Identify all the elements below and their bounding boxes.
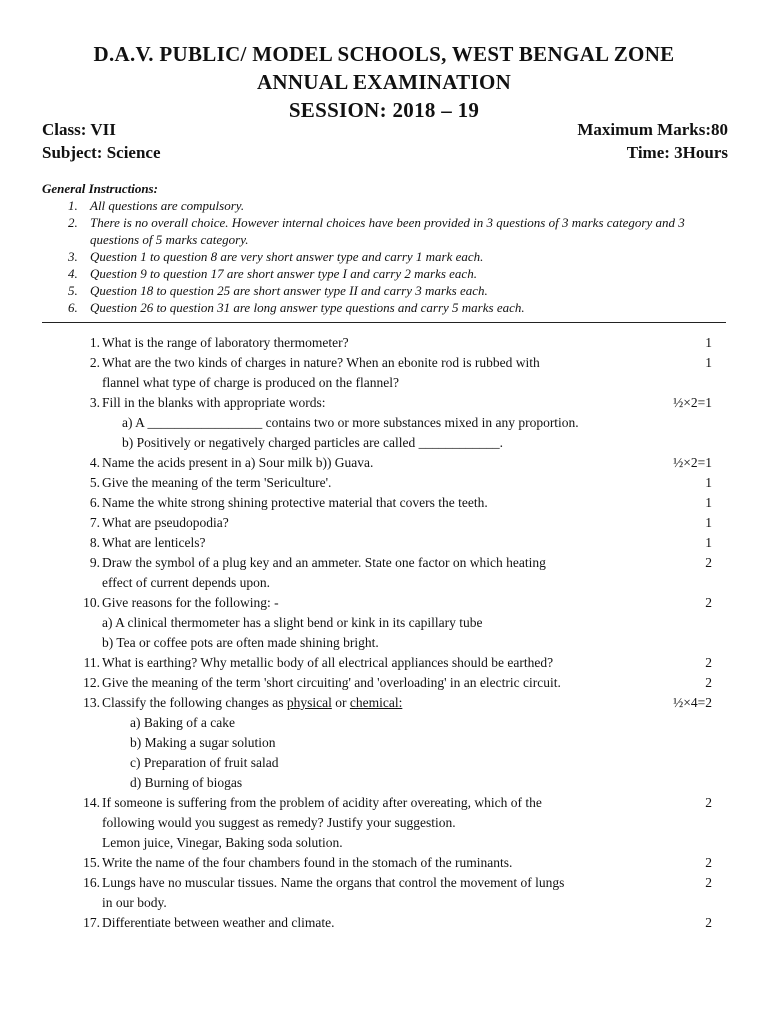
question-number: 12.	[83, 675, 100, 690]
question-7	[42, 513, 726, 533]
question-14	[42, 793, 726, 853]
session-title: SESSION: 2018 – 19	[288, 98, 480, 122]
question-text: Lungs have no muscular tissues. Name the organs that control the movement of lungs	[102, 875, 565, 890]
question-text-cont: effect of current depends upon.	[102, 575, 271, 590]
question-text: Classify the following changes as physical or chemical:	[102, 695, 403, 710]
question-number: 11.	[83, 655, 100, 670]
question-text: Give reasons for the following: -	[102, 595, 279, 610]
question-16	[42, 873, 726, 913]
question-marks: 1	[705, 515, 712, 530]
instructions-title: General Instructions:	[42, 181, 158, 196]
question-marks: 2	[705, 915, 712, 930]
question-marks: 1	[705, 355, 712, 370]
question-number: 16.	[83, 875, 100, 890]
exam-title: ANNUAL EXAMINATION	[256, 70, 512, 94]
underlined-chemical: chemical:	[349, 695, 403, 710]
general-instructions	[42, 180, 722, 316]
question-part-b: b) Positively or negatively charged particles are called ____________.	[122, 435, 504, 450]
school-name: D.A.V. PUBLIC/ MODEL SCHOOLS, WEST BENGAL ZONE	[93, 42, 675, 66]
question-text: If someone is suffering from the problem of acidity after overeating, which of the	[102, 795, 542, 810]
question-11	[42, 653, 726, 673]
question-text-cont: in our body.	[102, 895, 167, 910]
question-4	[42, 453, 726, 473]
question-text: Differentiate between weather and climate.	[102, 915, 335, 930]
question-marks: 1	[705, 335, 712, 350]
question-12	[42, 673, 726, 693]
question-list	[42, 333, 726, 933]
question-text: Give the meaning of the term 'Sericulture'.	[102, 475, 332, 490]
class-label: Class: VII	[42, 120, 116, 139]
question-marks: 1	[705, 495, 712, 510]
instruction-item: 1. All questions are compulsory.	[68, 198, 245, 213]
question-text: Name the white strong shining protective material that covers the teeth.	[102, 495, 488, 510]
question-number: 14.	[83, 795, 100, 810]
question-marks: 2	[705, 795, 712, 810]
question-text: What is the range of laboratory thermometer?	[102, 335, 349, 350]
question-text-cont: flannel what type of charge is produced on the flannel?	[102, 375, 400, 390]
question-3	[42, 393, 726, 453]
question-part-b: b) Making a sugar solution	[130, 735, 276, 750]
question-number: 13.	[83, 695, 100, 710]
question-1	[42, 333, 726, 353]
question-text: What is earthing? Why metallic body of all electrical appliances should be earthed?	[102, 655, 554, 670]
question-text: Name the acids present in a) Sour milk b)) Guava.	[102, 455, 374, 470]
question-10	[42, 593, 726, 653]
instruction-item: 5. Question 18 to question 25 are short answer type II and carry 3 marks each.	[68, 283, 488, 298]
divider	[42, 322, 726, 323]
question-marks: 2	[705, 675, 712, 690]
question-marks: ½×2=1	[673, 395, 712, 410]
question-text-cont: following would you suggest as remedy? Justify your suggestion.	[102, 815, 456, 830]
question-number: 7.	[89, 515, 100, 530]
question-number: 10.	[83, 595, 100, 610]
underlined-physical: physical	[286, 695, 332, 710]
question-marks: 2	[705, 595, 712, 610]
question-number: 15.	[83, 855, 100, 870]
question-part-a: a) Baking of a cake	[130, 715, 235, 730]
question-text: Fill in the blanks with appropriate words:	[102, 395, 326, 410]
instruction-item: 3. Question 1 to question 8 are very short answer type and carry 1 mark each.	[68, 249, 484, 264]
question-number: 4.	[89, 455, 100, 470]
question-text: Give the meaning of the term 'short circuiting' and 'overloading' in an electric circuit.	[102, 675, 561, 690]
question-17	[42, 913, 726, 933]
question-part-d: d) Burning of biogas	[130, 775, 243, 790]
instruction-item: 2. There is no overall choice. However internal choices have been provided in 3 questions of 3 marks category and 3 questions of 5 marks category.	[68, 215, 685, 247]
question-text: What are pseudopodia?	[102, 515, 229, 530]
question-marks: 1	[705, 475, 712, 490]
question-part-a: a) A clinical thermometer has a slight bend or kink in its capillary tube	[102, 615, 483, 630]
question-2	[42, 353, 726, 393]
question-part-a: a) A _________________ contains two or more substances mixed in any proportion.	[122, 415, 579, 430]
question-number: 6.	[89, 495, 100, 510]
question-8	[42, 533, 726, 553]
question-marks: 2	[705, 555, 712, 570]
question-13	[42, 693, 726, 793]
question-part-c: c) Preparation of fruit salad	[130, 755, 279, 770]
question-number: 3.	[89, 395, 100, 410]
question-number: 1.	[89, 335, 100, 350]
instruction-item: 6. Question 26 to question 31 are long answer type questions and carry 5 marks each.	[68, 300, 525, 315]
question-marks: 2	[705, 875, 712, 890]
subject-label: Subject: Science	[42, 143, 161, 162]
document-header	[0, 40, 768, 124]
question-number: 9.	[89, 555, 100, 570]
question-number: 17.	[83, 915, 100, 930]
question-6	[42, 493, 726, 513]
question-text: What are lenticels?	[102, 535, 206, 550]
question-number: 2.	[89, 355, 100, 370]
question-text: Draw the symbol of a plug key and an ammeter. State one factor on which heating	[102, 555, 546, 570]
question-marks: 2	[705, 855, 712, 870]
question-marks: ½×4=2	[673, 695, 712, 710]
question-text-cont: Lemon juice, Vinegar, Baking soda solution.	[102, 835, 343, 850]
instruction-item: 4. Question 9 to question 17 are short answer type I and carry 2 marks each.	[68, 266, 477, 281]
question-marks: 1	[705, 535, 712, 550]
max-marks-label: Maximum Marks:80	[577, 120, 728, 139]
question-part-b: b) Tea or coffee pots are often made shining bright.	[102, 635, 379, 650]
question-15	[42, 853, 726, 873]
time-label: Time: 3Hours	[626, 143, 728, 162]
question-5	[42, 473, 726, 493]
question-text: What are the two kinds of charges in nature? When an ebonite rod is rubbed with	[102, 355, 540, 370]
question-number: 5.	[89, 475, 100, 490]
question-number: 8.	[89, 535, 100, 550]
question-text: Write the name of the four chambers found in the stomach of the ruminants.	[102, 855, 513, 870]
question-marks: ½×2=1	[673, 455, 712, 470]
question-marks: 2	[705, 655, 712, 670]
question-9	[42, 553, 726, 593]
